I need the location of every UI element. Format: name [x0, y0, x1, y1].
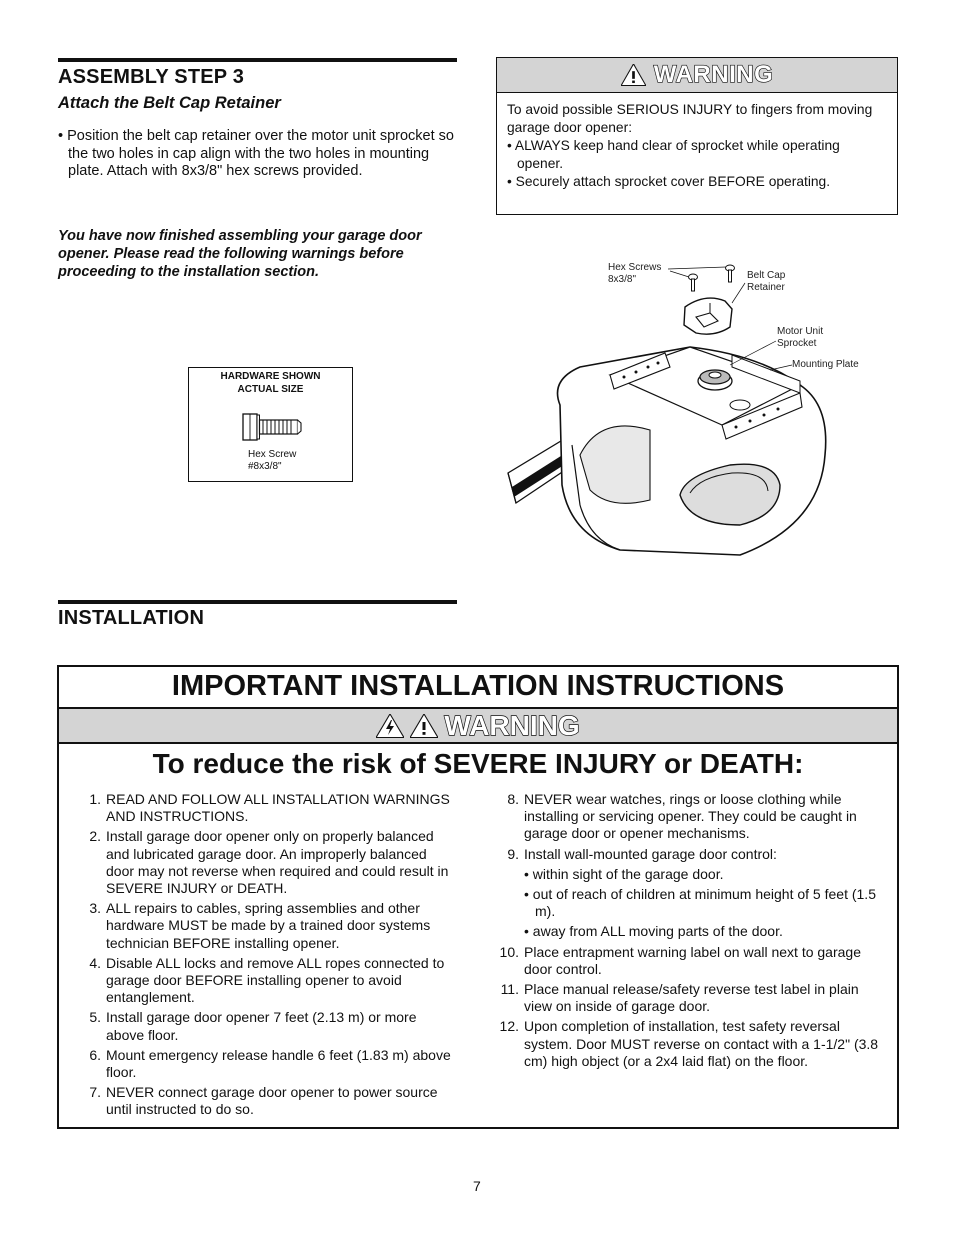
- list-subitem: • away from ALL moving parts of the door.: [524, 923, 783, 940]
- warning-body: [497, 93, 897, 199]
- list-item: 5. Install garage door opener 7 feet (2.13 m) or more above floor.: [89, 1009, 417, 1043]
- important-instructions-title: IMPORTANT INSTALLATION INSTRUCTIONS: [171, 670, 785, 702]
- list-item: 9. Install wall-mounted garage door control: • within sight of the garage door. • out of reach of children at minimum height of 5 feet (1.5 m). • away from ALL moving parts of the door.: [491, 846, 887, 941]
- list-item: 2. Install garage door opener only on properly balanced and lubricated garage door. An improperly balanced door may not reverse when required and could result in SEVERE INJURY or DEATH.: [89, 828, 449, 897]
- list-item: 8. NEVER wear watches, rings or loose clothing while installing or servicing opener. They could be caught in garage door or opener mechanisms.: [507, 791, 857, 842]
- hardware-caption-line1: Hex Screw: [248, 449, 297, 460]
- installation-top-rule: [58, 600, 457, 604]
- list-item: 10. Place entrapment warning label on wall next to garage door control.: [499, 943, 861, 977]
- warning-label: WARNING: [653, 61, 774, 88]
- opener-belt-cap-illustration: [500, 255, 880, 575]
- instructions-list-left: [73, 791, 453, 1119]
- hardware-title-line2: ACTUAL SIZE: [237, 384, 304, 395]
- warning-triangle-icon: [621, 64, 646, 86]
- label-mounting-plate: Mounting Plate: [792, 359, 859, 370]
- hex-screw-icon: [241, 412, 303, 442]
- warning-header: [497, 58, 897, 93]
- list-item: 7. NEVER connect garage door opener to power source until instructed to do so.: [89, 1084, 438, 1118]
- list-item: 4. Disable ALL locks and remove ALL ropes connected to garage door BEFORE installing opener to avoid entanglement.: [89, 954, 445, 1006]
- warning-intro: To avoid possible SERIOUS INJURY to fingers from moving garage door opener:: [507, 102, 873, 135]
- list-item: 12. Upon completion of installation, test safety reversal system. Door MUST reverse on contact with a 1-1/2" (3.8 cm) high object (or a 2x4 laid flat) on the floor.: [499, 1018, 879, 1069]
- label-motor-unit-sprocket: Sprocket: [777, 338, 817, 349]
- label-hex-screws-size: 8x3/8": [608, 274, 637, 285]
- assembly-instruction: • Position the belt cap retainer over the motor unit sprocket so the two holes in cap align with the two holes in mounting plate. Attach with 8x3/8" hex screws provided.: [58, 128, 454, 179]
- assembly-step-title: ASSEMBLY STEP 3: [58, 66, 245, 88]
- label-motor-unit: Motor Unit: [777, 326, 824, 337]
- important-instructions-box: [57, 665, 899, 1129]
- assembly-top-rule: [58, 58, 457, 62]
- page-number: 7: [473, 1178, 481, 1194]
- list-item: 1. READ AND FOLLOW ALL INSTALLATION WARNINGS AND INSTRUCTIONS.: [89, 791, 450, 825]
- assembly-step-subtitle: Attach the Belt Cap Retainer: [58, 94, 281, 112]
- instructions-list-right: [491, 791, 887, 1070]
- list-item: 6. Mount emergency release handle 6 feet (1.83 m) above floor.: [89, 1046, 451, 1081]
- installation-heading: INSTALLATION: [58, 607, 205, 629]
- electrical-hazard-icon: [376, 714, 404, 738]
- hardware-actual-size-box: [188, 367, 353, 482]
- label-belt-cap-retainer: Retainer: [747, 282, 785, 293]
- sprocket-warning-box: [496, 57, 898, 215]
- label-belt-cap: Belt Cap: [747, 270, 786, 281]
- list-subitem: • out of reach of children at minimum height of 5 feet (1.5 m).: [524, 886, 876, 920]
- list-item: 11. Place manual release/safety reverse test label in plain view on inside of garage door.: [500, 981, 859, 1015]
- warning-bullet: • Securely attach sprocket cover BEFORE operating.: [507, 174, 831, 189]
- installation-warning-header: [59, 707, 897, 744]
- risk-subtitle: To reduce the risk of SEVERE INJURY or DEATH:: [152, 748, 804, 779]
- warning-bullet: • ALWAYS keep hand clear of sprocket while operating opener.: [507, 138, 840, 171]
- hardware-caption-line2: #8x3/8": [248, 461, 282, 472]
- warning-triangle-icon: [410, 714, 438, 738]
- assembly-finish-note: You have now finished assembling your garage door opener. Please read the following warnings before proceeding to the installation section.: [58, 228, 422, 280]
- label-hex-screws: Hex Screws: [608, 262, 662, 273]
- list-subitem: • within sight of the garage door.: [524, 865, 724, 882]
- list-item: 3. ALL repairs to cables, spring assemblies and other hardware MUST be made by a trained door systems technician BEFORE installing opener.: [89, 900, 431, 951]
- installation-warning-label: WARNING: [444, 709, 580, 741]
- hardware-title-line1: HARDWARE SHOWN: [220, 371, 321, 382]
